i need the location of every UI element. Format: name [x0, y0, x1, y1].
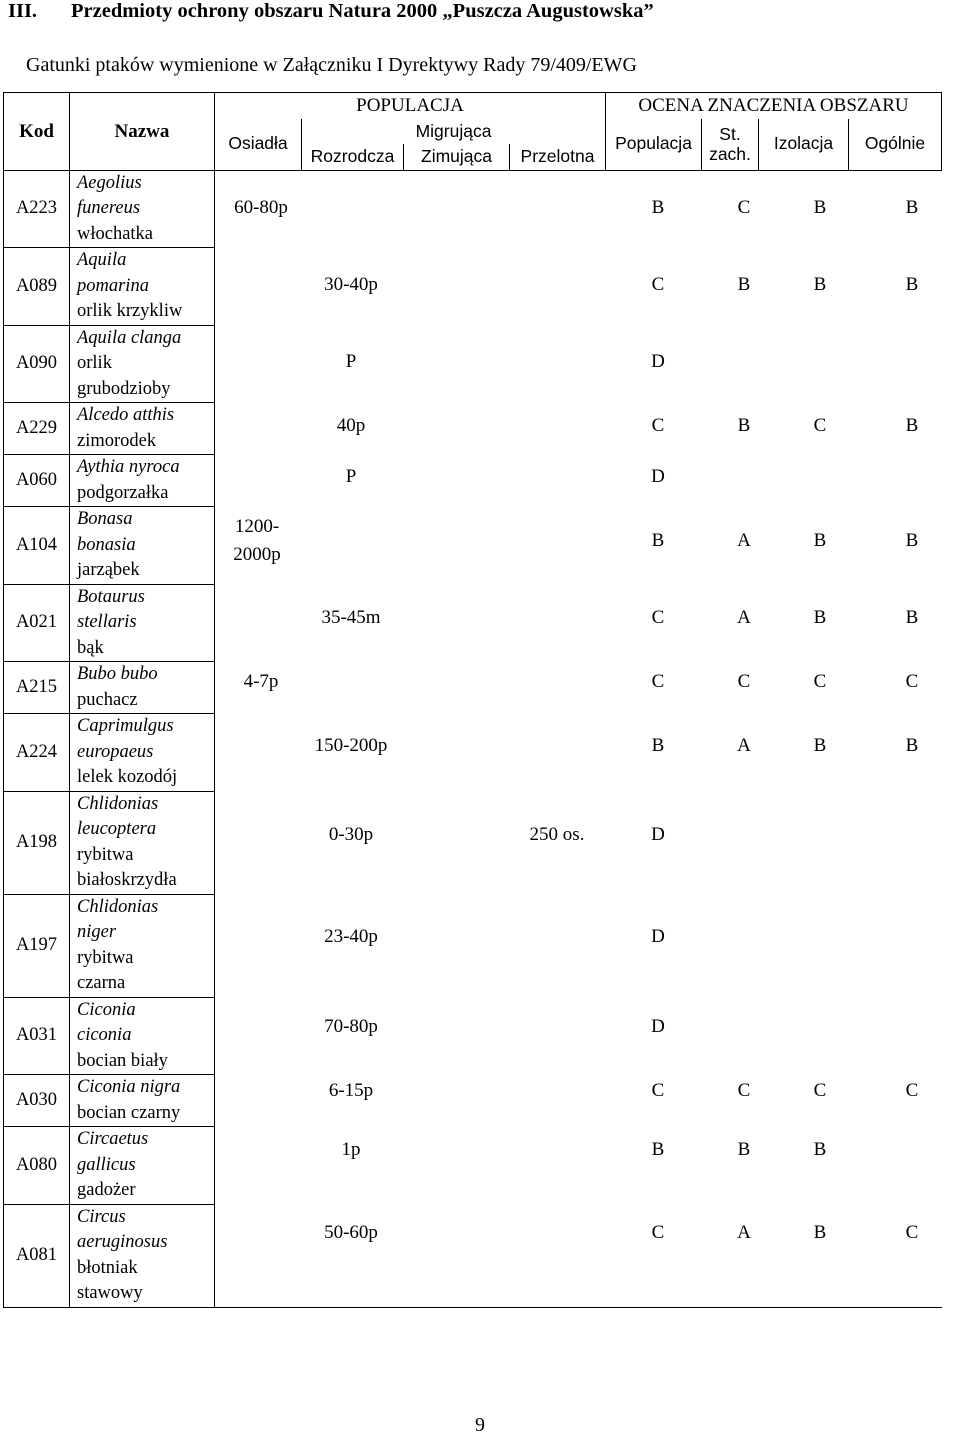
header-nazwa: Nazwa [70, 93, 215, 171]
page-number: 9 [475, 1414, 485, 1436]
species-name [70, 662, 215, 714]
value-izolacja: B [813, 734, 827, 756]
polish-name: bocian czarny [77, 1102, 181, 1123]
header-osiadla: Osiadła [215, 119, 302, 171]
species-name [70, 507, 215, 585]
latin-name: pomarina [77, 275, 149, 296]
species-code: A090 [4, 325, 70, 403]
value-st-zach: C [737, 670, 751, 692]
latin-name: Botaurus [77, 586, 145, 607]
species-name [70, 791, 215, 894]
value-st-zach: B [737, 273, 751, 295]
species-code: A030 [4, 1075, 70, 1127]
species-name [70, 170, 215, 248]
value-ogolnie: B [905, 197, 919, 218]
latin-name: Aegolius [77, 172, 142, 193]
value-izolacja: B [813, 1138, 827, 1160]
species-name [70, 894, 215, 997]
value-przelotna: 250 os. [529, 824, 585, 845]
header-ocena-populacja: Populacja [606, 119, 702, 171]
value-ogolnie: C [905, 1221, 919, 1243]
value-izolacja: B [813, 273, 827, 295]
value-rozrodcza: 70-80p [324, 1015, 378, 1037]
value-ogolnie: B [905, 734, 919, 756]
value-rozrodcza: 40p [336, 414, 366, 436]
header-ogolnie: Ogólnie [849, 119, 942, 171]
value-izolacja: C [813, 414, 827, 436]
value-populacja: C [651, 1221, 665, 1243]
value-populacja: B [651, 734, 665, 756]
species-name [70, 325, 215, 403]
value-populacja: C [651, 273, 665, 295]
value-populacja: C [651, 670, 665, 692]
value-rozrodcza: 23-40p [324, 926, 378, 947]
latin-name: Aythia nyroca [77, 457, 180, 477]
value-st-zach: B [737, 1138, 751, 1160]
species-name [70, 997, 215, 1075]
value-st-zach: A [737, 1221, 751, 1243]
value-izolacja: B [813, 1221, 827, 1243]
value-rozrodcza: 50-60p [324, 1221, 378, 1243]
polish-name: bocian biały [77, 1050, 168, 1071]
value-st-zach: A [737, 734, 751, 756]
value-rozrodcza: 150-200p [314, 734, 388, 756]
latin-name: Bonasa [77, 509, 133, 529]
latin-name: Circus [77, 1206, 126, 1227]
value-populacja: D [651, 1015, 665, 1037]
latin-name: Aquila [77, 250, 127, 270]
value-izolacja: B [813, 529, 827, 551]
value-izolacja: C [813, 670, 827, 692]
species-code: A224 [4, 714, 70, 792]
latin-name: gallicus [77, 1154, 136, 1175]
latin-name: Aquila clanga [77, 327, 182, 348]
value-st-zach: A [737, 606, 751, 628]
value-populacja: B [651, 197, 665, 218]
latin-name: Ciconia nigra [77, 1077, 181, 1097]
latin-name: leucoptera [77, 819, 157, 839]
value-populacja: D [651, 824, 665, 845]
latin-name: funereus [77, 198, 141, 218]
species-code: A021 [4, 584, 70, 662]
polish-name: białoskrzydła [77, 870, 177, 890]
document-subtitle: Gatunki ptaków wymienione w Załączniku I Dyrektywy Rady 79/409/EWG [26, 54, 637, 76]
value-rozrodcza: 30-40p [324, 273, 378, 295]
value-st-zach: C [737, 1080, 751, 1101]
value-ogolnie: C [905, 670, 919, 692]
latin-name: europaeus [77, 741, 154, 762]
species-code: A081 [4, 1204, 70, 1307]
polish-name: gadożer [77, 1180, 136, 1200]
header-migrujaca: Migrująca [302, 119, 606, 145]
value-populacja: C [651, 414, 665, 436]
value-rozrodcza: 35-45m [321, 606, 381, 628]
header-izolacja: Izolacja [759, 119, 849, 171]
species-code: A104 [4, 507, 70, 585]
latin-name: Ciconia [77, 999, 136, 1020]
value-populacja: B [651, 1138, 665, 1160]
latin-name: Circaetus [77, 1129, 149, 1149]
value-osiadla: 1200-2000p [233, 515, 281, 565]
species-code: A080 [4, 1127, 70, 1205]
value-izolacja: B [813, 197, 827, 218]
value-populacja: C [651, 606, 665, 628]
value-st-zach: A [737, 529, 751, 551]
species-name [70, 1204, 215, 1307]
polish-name: puchacz [77, 689, 138, 710]
polish-name: orlik [77, 353, 112, 373]
value-rozrodcza: P [345, 465, 357, 487]
polish-name: lelek kozodój [77, 767, 178, 787]
value-populacja: B [651, 529, 665, 551]
value-ogolnie: C [905, 1080, 919, 1101]
polish-name: orlik krzykliw [77, 301, 183, 321]
latin-name: Chlidonias [77, 896, 159, 917]
header-st-zach: St. zach. [702, 119, 759, 171]
species-code: A198 [4, 791, 70, 894]
species-code: A215 [4, 662, 70, 714]
value-rozrodcza: P [345, 350, 357, 372]
latin-name: bonasia [77, 534, 136, 555]
value-osiadla: 4-7p [243, 670, 279, 692]
value-rozrodcza: 6-15p [328, 1080, 374, 1101]
value-ogolnie: B [905, 606, 919, 628]
polish-name: włochatka [77, 223, 154, 244]
value-populacja: D [651, 465, 665, 487]
value-rozrodcza: 0-30p [328, 824, 374, 845]
polish-name: podgorzałka [77, 482, 169, 503]
polish-name: grubodzioby [77, 378, 171, 399]
latin-name: Bubo bubo [77, 664, 158, 684]
value-rozrodcza: 1p [341, 1138, 361, 1160]
species-name [70, 1127, 215, 1205]
polish-name: bąk [77, 637, 104, 658]
species-code: A229 [4, 403, 70, 455]
value-ogolnie: B [905, 529, 919, 551]
polish-name: błotniak [77, 1257, 138, 1278]
species-code: A089 [4, 248, 70, 326]
header-zimujaca: Zimująca [404, 144, 510, 170]
species-name [70, 455, 215, 507]
value-ogolnie: B [905, 273, 919, 295]
population-values [214, 170, 960, 1290]
value-izolacja: B [813, 606, 827, 628]
latin-name: Caprimulgus [77, 716, 174, 736]
species-name [70, 248, 215, 326]
value-populacja: D [651, 350, 665, 372]
section-number: III. [8, 0, 38, 22]
latin-name: niger [77, 922, 117, 942]
value-osiadla: 60-80p [234, 197, 288, 218]
species-code: A197 [4, 894, 70, 997]
species-code: A031 [4, 997, 70, 1075]
latin-name: ciconia [77, 1025, 132, 1045]
value-ogolnie: B [905, 414, 919, 436]
species-name [70, 1075, 215, 1127]
value-populacja: C [651, 1080, 665, 1101]
polish-name: rybitwa [77, 844, 134, 865]
polish-name: rybitwa [77, 947, 134, 968]
value-st-zach: B [737, 414, 751, 436]
latin-name: stellaris [77, 612, 137, 632]
latin-name: Chlidonias [77, 793, 159, 814]
polish-name: czarna [77, 973, 126, 993]
header-rozrodcza: Rozrodcza [302, 144, 404, 170]
species-code: A223 [4, 170, 70, 248]
document-title [8, 0, 956, 24]
header-przelotna: Przelotna [510, 144, 606, 170]
value-st-zach: C [737, 197, 751, 218]
header-kod: Kod [4, 93, 70, 171]
title-text: Przedmioty ochrony obszaru Natura 2000 „Puszcza Augustowska” [71, 0, 654, 22]
value-populacja: D [651, 926, 665, 947]
polish-name: zimorodek [77, 430, 157, 451]
latin-name: Alcedo atthis [77, 405, 175, 425]
species-name [70, 714, 215, 792]
polish-name: stawowy [77, 1283, 143, 1303]
header-populacja: POPULACJA [215, 93, 606, 119]
polish-name: jarząbek [77, 560, 140, 580]
latin-name: aeruginosus [77, 1232, 168, 1252]
species-name [70, 584, 215, 662]
species-code: A060 [4, 455, 70, 507]
species-name [70, 403, 215, 455]
header-ocena: OCENA ZNACZENIA OBSZARU [606, 93, 942, 119]
value-izolacja: C [813, 1080, 827, 1101]
